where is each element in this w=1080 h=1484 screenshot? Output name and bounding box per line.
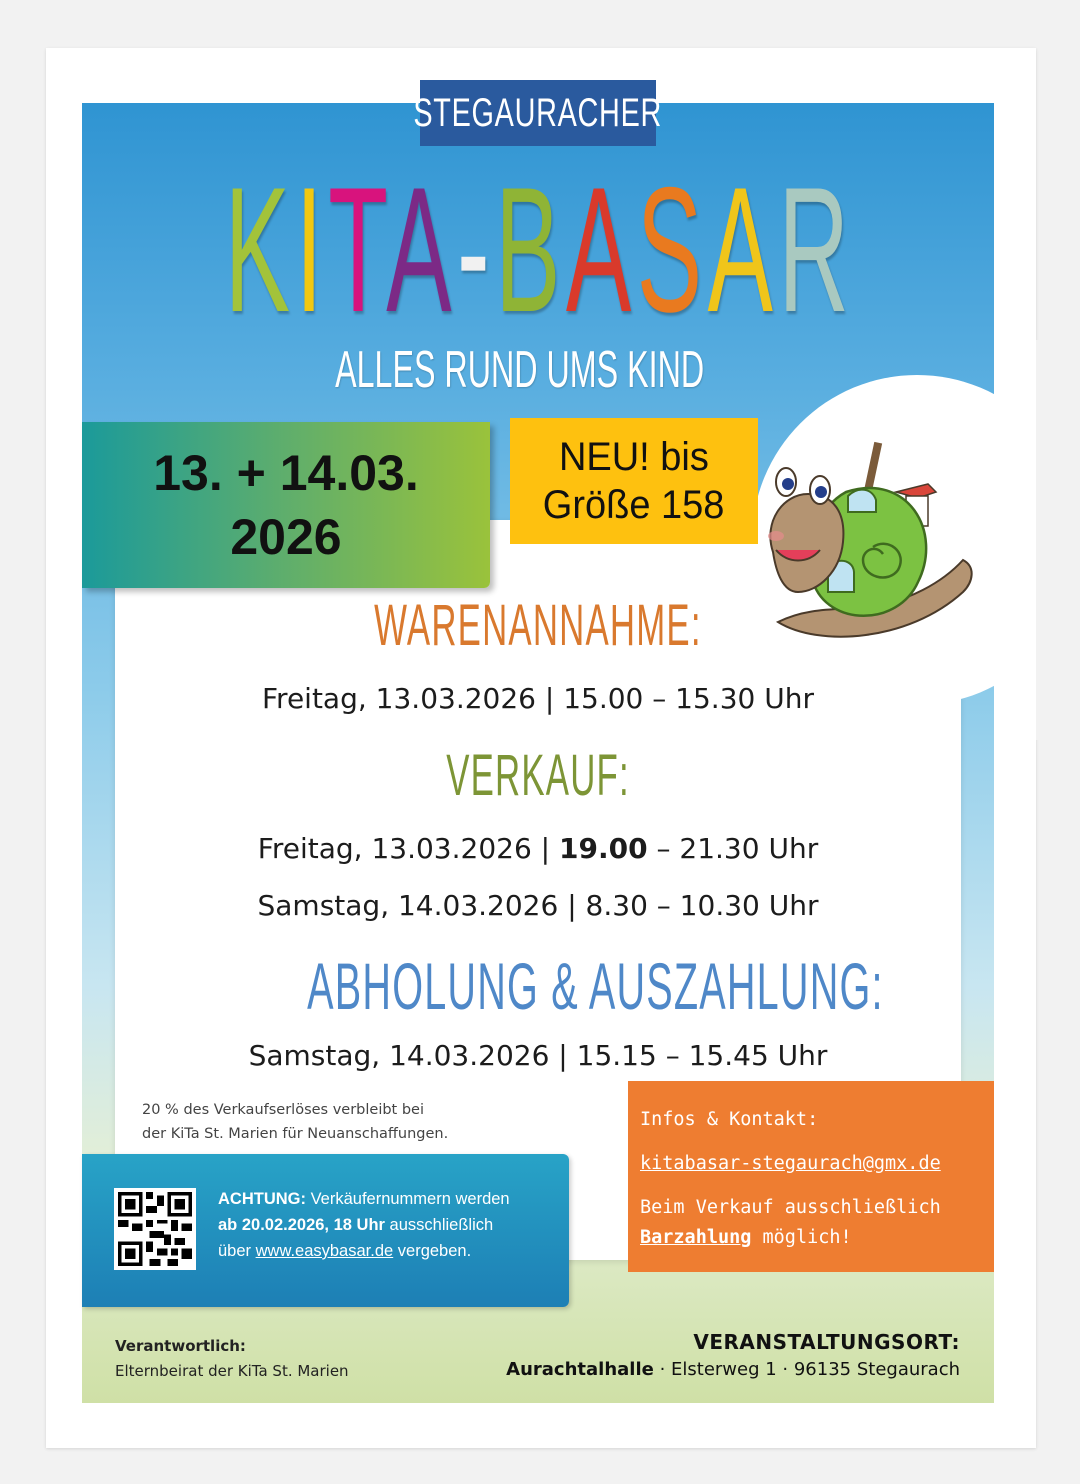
event-subtitle <box>300 338 740 402</box>
heading-warenannahme-text: WARENANNAHME: <box>374 593 702 658</box>
title-letter: S <box>637 150 708 349</box>
notice-date: ab 20.02.2026, 18 Uhr <box>218 1216 385 1234</box>
contact-email-link <box>640 1149 994 1179</box>
verkauf-time-friday <box>115 832 961 865</box>
verkauf-friday-end: – 21.30 Uhr <box>647 832 819 865</box>
title-text <box>225 150 855 349</box>
responsible-value: Elternbeirat der KiTa St. Marien <box>115 1362 349 1380</box>
contact-label: Infos & Kontakt: <box>640 1109 819 1130</box>
title-letter: A <box>566 150 638 349</box>
payment-note-rest: möglich! <box>751 1227 852 1248</box>
notice-line-3 <box>218 1238 562 1264</box>
title-letter: A <box>707 150 779 349</box>
proceeds-note <box>142 1098 448 1146</box>
payment-note-line-1: Beim Verkauf ausschließlich <box>640 1197 941 1218</box>
notice-text-2: ausschließlich <box>384 1216 494 1234</box>
warenannahme-time: Freitag, 13.03.2026 | 15.00 – 15.30 Uhr <box>261 682 814 715</box>
title-letter: - <box>457 150 496 349</box>
proceeds-note-line-2: der KiTa St. Marien für Neuanschaffungen. <box>142 1126 449 1142</box>
title-letter: T <box>328 150 387 349</box>
qr-code-icon[interactable] <box>114 1188 196 1270</box>
heading-abholung-text: ABHOLUNG & AUSZAHLUNG: <box>307 949 884 1023</box>
seller-number-text <box>218 1186 562 1264</box>
venue-name: Aurachtalhalle <box>506 1359 654 1380</box>
venue-address <box>506 1359 960 1380</box>
notice-line-2 <box>218 1212 562 1238</box>
heading-verkauf-text: VERKAUF: <box>446 743 630 808</box>
event-title <box>225 150 855 350</box>
cash-only-emphasis: Barzahlung <box>640 1227 752 1248</box>
notice-label: ACHTUNG: <box>218 1190 306 1208</box>
heading-abholung <box>115 948 961 1024</box>
subtitle-text: ALLES RUND UMS KIND <box>335 341 705 399</box>
title-letter: B <box>495 150 567 349</box>
right-paper-edge <box>994 340 1036 740</box>
notice-line-1 <box>218 1186 562 1212</box>
badge-line-2: Größe 158 <box>543 483 725 527</box>
seller-number-notice <box>82 1154 569 1307</box>
notice-text-1: Verkäufernummern werden <box>306 1190 510 1208</box>
notice-text-4: vergeben. <box>393 1242 472 1260</box>
new-size-badge <box>510 418 758 544</box>
payment-note-line-2 <box>640 1223 994 1253</box>
org-banner <box>413 80 663 146</box>
verkauf-friday-date: Freitag, 13.03.2026 | <box>257 832 560 865</box>
easybasar-link[interactable]: www.easybasar.de <box>255 1242 394 1260</box>
contact-email[interactable]: kitabasar-stegaurach@gmx.de <box>640 1153 941 1174</box>
verkauf-friday-start: 19.00 <box>559 832 648 865</box>
abholung-time: Samstag, 14.03.2026 | 15.15 – 15.45 Uhr <box>248 1039 828 1072</box>
org-name: STEGAURACHER <box>413 90 663 135</box>
title-letter: R <box>778 150 855 349</box>
title-letter: A <box>386 150 458 349</box>
badge-line-1: NEU! bis <box>559 435 709 479</box>
heading-verkauf <box>115 742 961 809</box>
verkauf-time-saturday: Samstag, 14.03.2026 | 8.30 – 10.30 Uhr <box>257 889 819 922</box>
proceeds-note-line-1: 20 % des Verkaufserlöses verbleibt bei <box>142 1102 425 1118</box>
poster-footer <box>82 1310 994 1403</box>
notice-text-3: über <box>218 1242 256 1260</box>
venue-label: VERANSTALTUNGSORT: <box>693 1330 960 1354</box>
title-letter: K <box>225 150 296 349</box>
title-letter: I <box>295 150 329 349</box>
date-line-1: 13. + 14.03. <box>153 445 419 501</box>
venue-street: · Elsterweg 1 · 96135 Stegaurach <box>653 1359 960 1380</box>
date-line-2: 2026 <box>230 509 342 565</box>
contact-box <box>628 1081 994 1272</box>
responsible-label: Verantwortlich: <box>115 1337 246 1355</box>
date-box <box>82 422 490 588</box>
heading-warenannahme <box>115 592 961 659</box>
